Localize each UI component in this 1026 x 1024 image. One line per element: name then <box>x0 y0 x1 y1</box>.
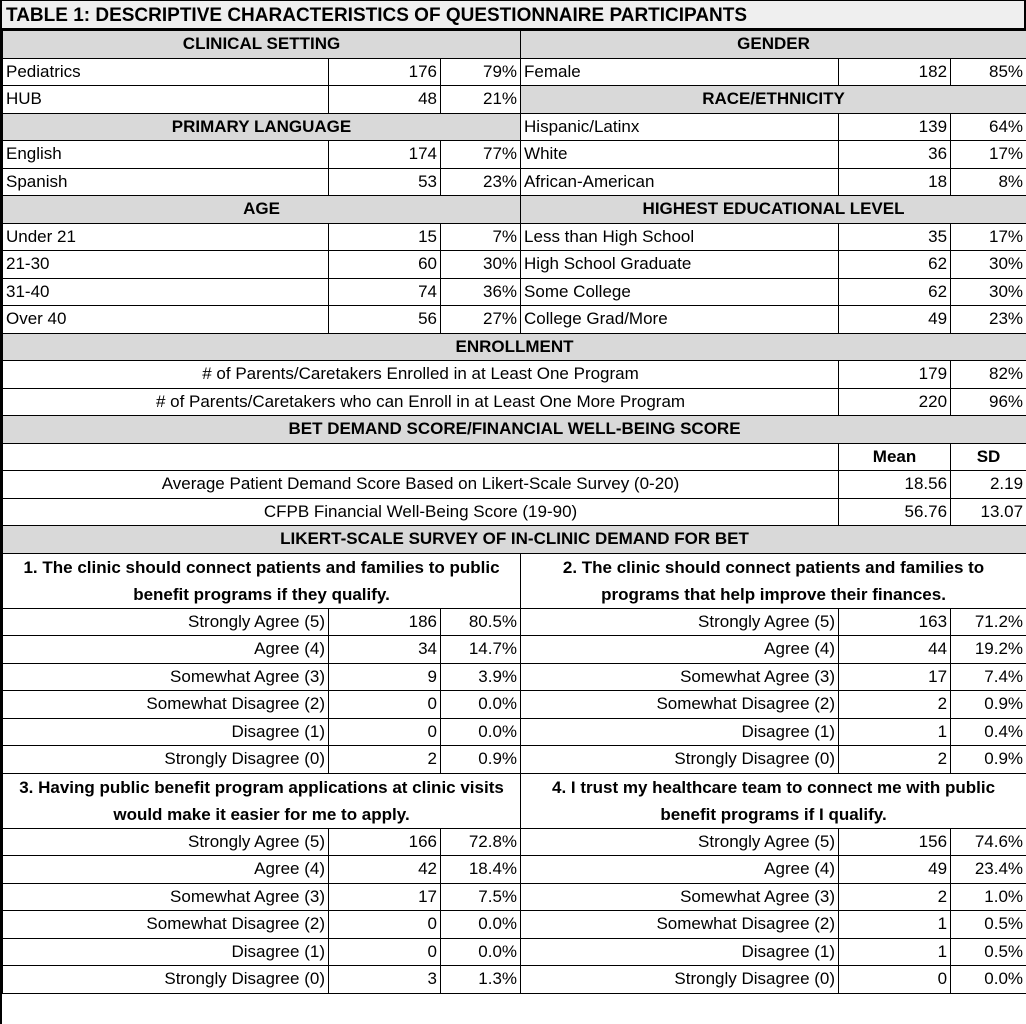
row-count: 1 <box>839 718 951 746</box>
table-row <box>3 388 1026 416</box>
row-percent: 23.4% <box>951 856 1026 884</box>
row-count: 0 <box>329 911 441 939</box>
mean-column-header: Mean <box>839 443 951 471</box>
row-count: 182 <box>839 58 951 86</box>
table-row <box>3 168 1026 196</box>
row-label: Agree (4) <box>521 636 839 664</box>
table-row <box>3 691 1026 719</box>
row-count: 179 <box>839 361 951 389</box>
row-count: 44 <box>839 636 951 664</box>
row-count: 220 <box>839 388 951 416</box>
table-row <box>3 278 1026 306</box>
row-percent: 0.0% <box>441 718 521 746</box>
row-count: 176 <box>329 58 441 86</box>
row-count: 15 <box>329 223 441 251</box>
question-2: 2. The clinic should connect patients and families to programs that help improve their finances. <box>521 553 1026 608</box>
row-count: 139 <box>839 113 951 141</box>
row-label: HUB <box>3 86 329 114</box>
row-sd: 2.19 <box>951 471 1026 499</box>
row-label: Disagree (1) <box>3 718 329 746</box>
scores-header-blank <box>3 443 839 471</box>
row-percent: 7% <box>441 223 521 251</box>
row-count: 0 <box>329 691 441 719</box>
row-label: Strongly Agree (5) <box>521 828 839 856</box>
row-percent: 0.9% <box>951 746 1026 774</box>
row-label: English <box>3 141 329 169</box>
row-percent: 0.0% <box>441 911 521 939</box>
row-count: 156 <box>839 828 951 856</box>
row-percent: 17% <box>951 141 1026 169</box>
row-label: Disagree (1) <box>521 938 839 966</box>
row-percent: 0.9% <box>441 746 521 774</box>
row-percent: 96% <box>951 388 1026 416</box>
row-count: 0 <box>329 938 441 966</box>
row-percent: 82% <box>951 361 1026 389</box>
question-1: 1. The clinic should connect patients and families to public benefit programs if they qualify. <box>3 553 521 608</box>
row-label: Agree (4) <box>3 856 329 884</box>
row-label: Somewhat Disagree (2) <box>521 691 839 719</box>
row-mean: 18.56 <box>839 471 951 499</box>
row-label: Strongly Disagree (0) <box>521 746 839 774</box>
row-percent: 30% <box>441 251 521 279</box>
table-row <box>3 113 1026 141</box>
table-row <box>3 306 1026 334</box>
table-row <box>3 746 1026 774</box>
row-label: Strongly Disagree (0) <box>3 746 329 774</box>
language-header: PRIMARY LANGUAGE <box>3 113 521 141</box>
likert-header: LIKERT-SCALE SURVEY OF IN-CLINIC DEMAND FOR BET <box>3 526 1026 554</box>
row-mean: 56.76 <box>839 498 951 526</box>
table-row <box>3 938 1026 966</box>
row-count: 163 <box>839 608 951 636</box>
row-count: 49 <box>839 856 951 884</box>
table-row <box>3 636 1026 664</box>
table-row <box>3 141 1026 169</box>
row-label: Somewhat Disagree (2) <box>3 691 329 719</box>
row-percent: 85% <box>951 58 1026 86</box>
table-title: TABLE 1: DESCRIPTIVE CHARACTERISTICS OF QUESTIONNAIRE PARTICIPANTS <box>2 0 1026 30</box>
row-count: 74 <box>329 278 441 306</box>
row-label: African-American <box>521 168 839 196</box>
row-label: Disagree (1) <box>521 718 839 746</box>
row-percent: 77% <box>441 141 521 169</box>
row-label: CFPB Financial Well-Being Score (19-90) <box>3 498 839 526</box>
row-label: Somewhat Agree (3) <box>3 883 329 911</box>
row-percent: 0.9% <box>951 691 1026 719</box>
table-row <box>3 718 1026 746</box>
row-count: 35 <box>839 223 951 251</box>
table-row <box>3 911 1026 939</box>
row-label: 31-40 <box>3 278 329 306</box>
row-label: Strongly Agree (5) <box>521 608 839 636</box>
row-count: 3 <box>329 966 441 994</box>
row-label: White <box>521 141 839 169</box>
row-percent: 30% <box>951 278 1026 306</box>
row-count: 48 <box>329 86 441 114</box>
scores-header: BET DEMAND SCORE/FINANCIAL WELL-BEING SCORE <box>3 416 1026 444</box>
row-count: 174 <box>329 141 441 169</box>
table-row <box>3 223 1026 251</box>
education-header: HIGHEST EDUCATIONAL LEVEL <box>521 196 1026 224</box>
row-count: 62 <box>839 251 951 279</box>
row-percent: 71.2% <box>951 608 1026 636</box>
enrollment-header: ENROLLMENT <box>3 333 1026 361</box>
table-row <box>3 361 1026 389</box>
row-count: 18 <box>839 168 951 196</box>
row-label: Somewhat Disagree (2) <box>521 911 839 939</box>
row-count: 56 <box>329 306 441 334</box>
characteristics-table <box>2 30 1026 994</box>
row-sd: 13.07 <box>951 498 1026 526</box>
row-label: Strongly Disagree (0) <box>521 966 839 994</box>
row-percent: 23% <box>951 306 1026 334</box>
row-count: 17 <box>329 883 441 911</box>
row-label: Less than High School <box>521 223 839 251</box>
table-row <box>3 966 1026 994</box>
row-percent: 80.5% <box>441 608 521 636</box>
table-row <box>3 498 1026 526</box>
row-label: Spanish <box>3 168 329 196</box>
row-label: High School Graduate <box>521 251 839 279</box>
row-percent: 64% <box>951 113 1026 141</box>
row-label: # of Parents/Caretakers Enrolled in at Least One Program <box>3 361 839 389</box>
row-label: Somewhat Agree (3) <box>521 883 839 911</box>
row-count: 2 <box>329 746 441 774</box>
row-count: 1 <box>839 911 951 939</box>
row-label: Somewhat Agree (3) <box>3 663 329 691</box>
row-label: Agree (4) <box>521 856 839 884</box>
row-label: Strongly Agree (5) <box>3 608 329 636</box>
row-label: Average Patient Demand Score Based on Likert-Scale Survey (0-20) <box>3 471 839 499</box>
row-percent: 0.5% <box>951 938 1026 966</box>
table-row <box>3 828 1026 856</box>
row-label: College Grad/More <box>521 306 839 334</box>
row-count: 0 <box>839 966 951 994</box>
gender-header: GENDER <box>521 31 1026 59</box>
row-percent: 14.7% <box>441 636 521 664</box>
row-label: Somewhat Agree (3) <box>521 663 839 691</box>
row-label: Pediatrics <box>3 58 329 86</box>
row-label: 21-30 <box>3 251 329 279</box>
row-percent: 21% <box>441 86 521 114</box>
row-count: 36 <box>839 141 951 169</box>
row-count: 0 <box>329 718 441 746</box>
table-row <box>3 251 1026 279</box>
age-header: AGE <box>3 196 521 224</box>
table-row <box>3 883 1026 911</box>
row-count: 2 <box>839 746 951 774</box>
row-label: Agree (4) <box>3 636 329 664</box>
row-label: Hispanic/Latinx <box>521 113 839 141</box>
row-count: 2 <box>839 691 951 719</box>
row-label: Strongly Agree (5) <box>3 828 329 856</box>
row-percent: 36% <box>441 278 521 306</box>
row-label: Over 40 <box>3 306 329 334</box>
row-percent: 7.5% <box>441 883 521 911</box>
row-label: Under 21 <box>3 223 329 251</box>
row-percent: 30% <box>951 251 1026 279</box>
clinical-setting-header: CLINICAL SETTING <box>3 31 521 59</box>
question-3: 3. Having public benefit program applications at clinic visits would make it easier for me to apply. <box>3 773 521 828</box>
table-row <box>3 608 1026 636</box>
row-count: 60 <box>329 251 441 279</box>
row-count: 17 <box>839 663 951 691</box>
row-percent: 19.2% <box>951 636 1026 664</box>
row-count: 2 <box>839 883 951 911</box>
row-count: 1 <box>839 938 951 966</box>
row-percent: 0.0% <box>951 966 1026 994</box>
row-percent: 8% <box>951 168 1026 196</box>
row-percent: 23% <box>441 168 521 196</box>
row-label: Strongly Disagree (0) <box>3 966 329 994</box>
row-count: 53 <box>329 168 441 196</box>
row-percent: 18.4% <box>441 856 521 884</box>
row-label: Some College <box>521 278 839 306</box>
question-4: 4. I trust my healthcare team to connect me with public benefit programs if I qualify. <box>521 773 1026 828</box>
row-percent: 74.6% <box>951 828 1026 856</box>
row-percent: 0.4% <box>951 718 1026 746</box>
row-percent: 0.5% <box>951 911 1026 939</box>
table-row <box>3 856 1026 884</box>
row-count: 34 <box>329 636 441 664</box>
row-label: # of Parents/Caretakers who can Enroll in at Least One More Program <box>3 388 839 416</box>
row-count: 62 <box>839 278 951 306</box>
row-label: Somewhat Disagree (2) <box>3 911 329 939</box>
row-percent: 0.0% <box>441 938 521 966</box>
row-label: Disagree (1) <box>3 938 329 966</box>
row-label: Female <box>521 58 839 86</box>
row-percent: 1.0% <box>951 883 1026 911</box>
row-percent: 79% <box>441 58 521 86</box>
row-percent: 7.4% <box>951 663 1026 691</box>
row-percent: 0.0% <box>441 691 521 719</box>
row-percent: 17% <box>951 223 1026 251</box>
sd-column-header: SD <box>951 443 1026 471</box>
row-percent: 3.9% <box>441 663 521 691</box>
row-count: 186 <box>329 608 441 636</box>
row-percent: 1.3% <box>441 966 521 994</box>
table-row <box>3 663 1026 691</box>
table-row <box>3 86 1026 114</box>
row-count: 49 <box>839 306 951 334</box>
table-row <box>3 443 1026 471</box>
row-percent: 72.8% <box>441 828 521 856</box>
row-count: 166 <box>329 828 441 856</box>
row-count: 9 <box>329 663 441 691</box>
table-row <box>3 471 1026 499</box>
table-row <box>3 58 1026 86</box>
row-percent: 27% <box>441 306 521 334</box>
race-header: RACE/ETHNICITY <box>521 86 1026 114</box>
row-count: 42 <box>329 856 441 884</box>
